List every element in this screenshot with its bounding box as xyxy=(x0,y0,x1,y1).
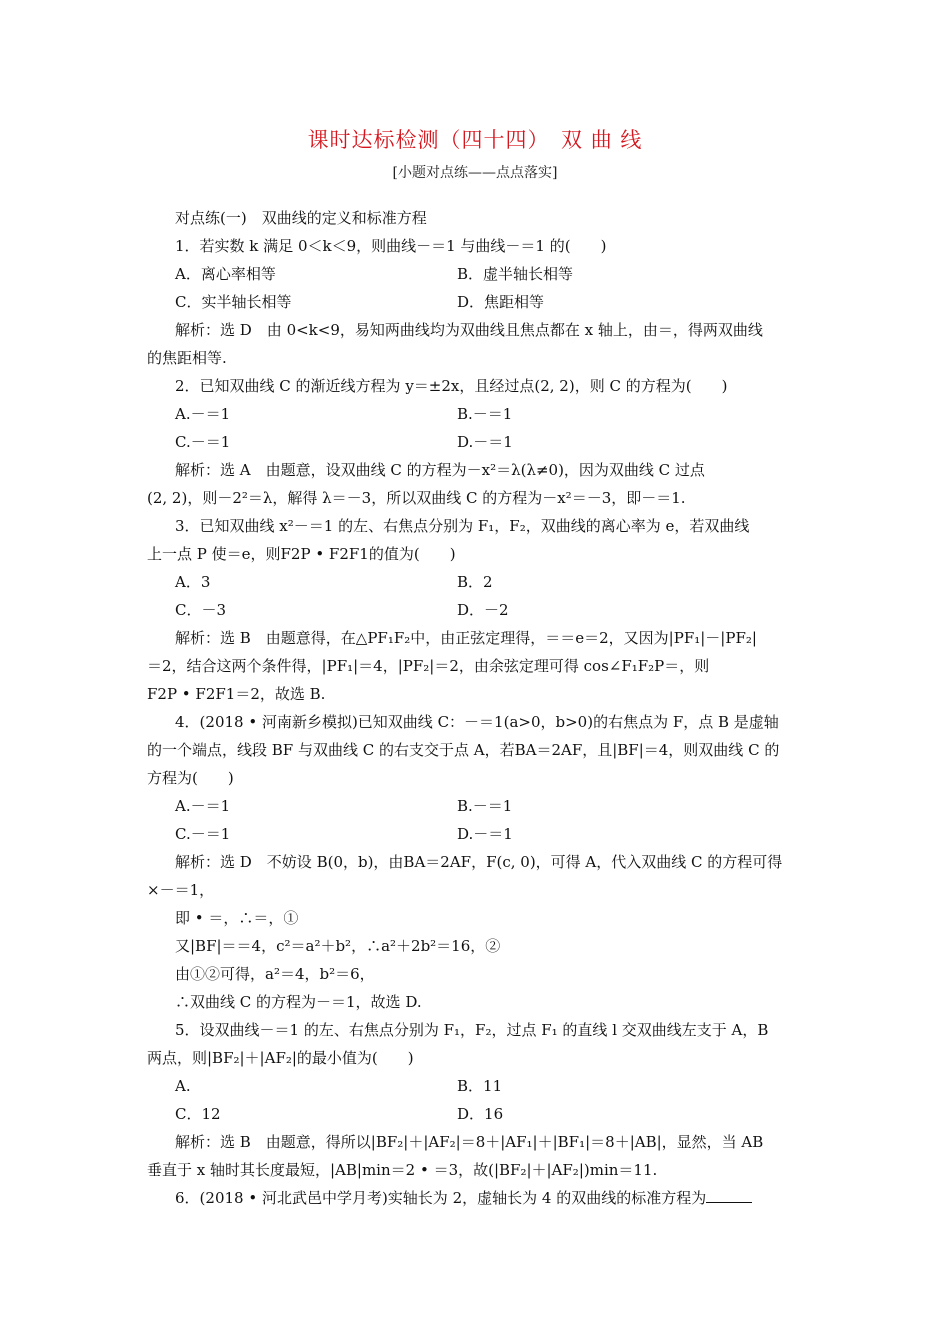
text-line: ＝2，结合这两个条件得，|PF₁|＝4，|PF₂|＝2，由余弦定理可得 cos∠F₁F₂P＝，则 xyxy=(147,657,710,675)
text-line: 1．若实数 k 满足 0＜k＜9，则曲线－＝1 与曲线－＝1 的( ) xyxy=(175,237,607,255)
option-right: D．－2 xyxy=(457,601,509,619)
text-line: 解析：选 D 由 0<k<9，易知两曲线均为双曲线且焦点都在 x 轴上，由＝，得两双曲线 xyxy=(175,321,763,339)
option-left: C．12 xyxy=(175,1105,221,1123)
text-line: 2．已知双曲线 C 的渐近线方程为 y＝±2x，且经过点(2, 2)，则 C 的方程为( ) xyxy=(175,377,728,395)
option-right: D．16 xyxy=(457,1105,504,1123)
page-title: 课时达标检测（四十四） 双 曲 线 xyxy=(307,128,643,152)
text-line: 垂直于 x 轴时其长度最短，|AB|min＝2 • ＝3，故(|BF₂|＋|AF₂|)min＝11. xyxy=(147,1161,658,1179)
option-left: C．实半轴长相等 xyxy=(175,293,292,311)
text-line: 3．已知双曲线 x²－＝1 的左、右焦点分别为 F₁，F₂，双曲线的离心率为 e，若双曲线 xyxy=(175,517,750,535)
text-line: 4．(2018 • 河南新乡模拟)已知双曲线 C：－＝1(a>0，b>0)的右焦点为 F，点 B 是虚轴 xyxy=(175,713,779,731)
text-line: 解析：选 A 由题意，设双曲线 C 的方程为－x²＝λ(λ≠0)，因为双曲线 C 过点 xyxy=(175,461,705,479)
option-right: D．焦距相等 xyxy=(457,293,545,311)
option-right: B．11 xyxy=(457,1077,503,1095)
option-left: A. xyxy=(175,1077,191,1095)
answer-blank xyxy=(706,1188,752,1203)
text-line: 对点练(一) 双曲线的定义和标准方程 xyxy=(175,209,427,227)
text-line: 解析：选 D 不妨设 B(0，b)，由BA＝2AF，F(c, 0)，可得 A，代入双曲线 C 的方程可得 xyxy=(175,853,783,871)
option-left: C．－3 xyxy=(175,601,227,619)
text-line: 解析：选 B 由题意得，在△PF₁F₂中，由正弦定理得，＝＝e＝2，又因为|PF₁|－|PF₂| xyxy=(175,629,757,647)
option-left: C.－＝1 xyxy=(175,825,231,843)
option-left: A．3 xyxy=(175,573,211,591)
text-line: F2P • F2F1＝2，故选 B. xyxy=(147,685,326,703)
option-right: D.－＝1 xyxy=(457,433,513,451)
text-line: 两点，则|BF₂|＋|AF₂|的最小值为( ) xyxy=(147,1049,414,1067)
page-subtitle: [小题对点练——点点落实] xyxy=(392,165,558,181)
option-right: B.－＝1 xyxy=(457,405,513,423)
option-right: B．2 xyxy=(457,573,493,591)
text-line: (2, 2)，则－2²＝λ，解得 λ＝－3，所以双曲线 C 的方程为－x²＝－3，即－＝1. xyxy=(147,489,686,507)
text-line: 即 • ＝，∴＝，① xyxy=(175,909,299,927)
option-right: D.－＝1 xyxy=(457,825,513,843)
text-line: ×－＝1， xyxy=(147,881,215,899)
text-line: 的一个端点，线段 BF 与双曲线 C 的右支交于点 A，若BA＝2AF，且|BF|＝4，则双曲线 C 的 xyxy=(147,741,780,759)
text-line: 又|BF|＝＝4，c²＝a²＋b²，∴a²＋2b²＝16，② xyxy=(175,937,501,955)
option-left: C.－＝1 xyxy=(175,433,231,451)
text-line: 方程为( ) xyxy=(147,769,234,787)
option-left: A.－＝1 xyxy=(175,405,231,423)
text-line: 5．设双曲线－＝1 的左、右焦点分别为 F₁，F₂，过点 F₁ 的直线 l 交双曲线左支于 A，B xyxy=(175,1021,769,1039)
option-right: B．虚半轴长相等 xyxy=(457,265,574,283)
option-left: A．离心率相等 xyxy=(175,265,276,283)
text-line: 的焦距相等. xyxy=(147,349,227,367)
option-left: A.－＝1 xyxy=(175,797,231,815)
option-right: B.－＝1 xyxy=(457,797,513,815)
text-line: 6．(2018 • 河北武邑中学月考)实轴长为 2，虚轴长为 4 的双曲线的标准方程为 xyxy=(175,1188,752,1208)
text-line: ∴双曲线 C 的方程为－＝1，故选 D. xyxy=(175,993,422,1011)
text-line: 解析：选 B 由题意，得所以|BF₂|＋|AF₂|＝8＋|AF₁|＋|BF₁|＝8＋|AB|，显然，当 AB xyxy=(175,1133,764,1151)
text-line: 由①②可得，a²＝4，b²＝6， xyxy=(175,965,375,983)
text-line: 上一点 P 使＝e，则F2P • F2F1的值为( ) xyxy=(147,545,456,563)
